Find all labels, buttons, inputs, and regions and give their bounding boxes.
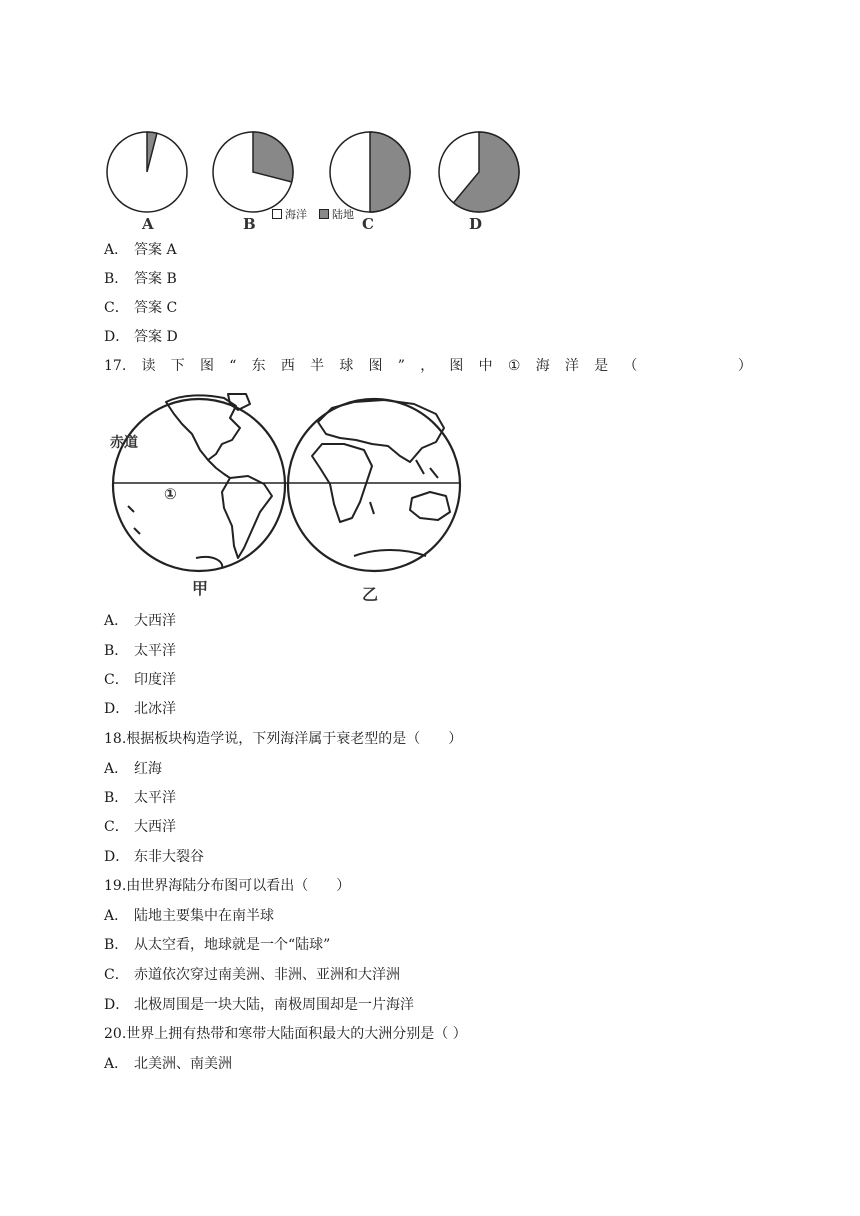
option-text: 大西洋 — [134, 613, 176, 629]
q17-token: 球 — [339, 358, 354, 374]
hemisphere-drawing — [104, 388, 464, 604]
option-letter: D． — [104, 849, 130, 865]
pie-c-land-slice — [370, 132, 410, 212]
q17-token: 洋 — [564, 358, 579, 374]
q19-option-c[interactable] — [104, 966, 400, 984]
q18-option-b[interactable] — [104, 789, 176, 807]
q18-stem: 18.根据板块构造学说，下列海洋属于衰老型的是（ ） — [104, 731, 463, 747]
southeast-asia — [416, 460, 438, 478]
q17-token: ） — [737, 358, 752, 374]
q17-option-b[interactable] — [104, 642, 176, 660]
q17-token: 东 — [251, 358, 266, 374]
option-text: 北极周围是一块大陆，南极周围却是一片海洋 — [134, 997, 414, 1013]
legend-ocean: 海洋 — [285, 208, 307, 221]
option-text: 印度洋 — [134, 672, 176, 688]
option-letter: D． — [104, 329, 130, 345]
pie-label-a: A — [142, 215, 154, 233]
hemisphere-map — [104, 388, 464, 604]
option-letter: A． — [104, 242, 129, 258]
q16-option-c[interactable] — [104, 299, 177, 317]
central-america — [208, 460, 230, 478]
pie-charts — [100, 125, 540, 215]
ocean-mark: ① — [164, 485, 177, 503]
option-text: 北冰洋 — [134, 701, 176, 717]
option-letter: D． — [104, 701, 130, 717]
option-text: 太平洋 — [134, 790, 176, 806]
q19-stem: 19.由世界海陆分布图可以看出（ ） — [104, 878, 351, 894]
pie-legend — [272, 206, 354, 222]
option-letter: A． — [104, 908, 129, 924]
option-letter: A． — [104, 1056, 129, 1072]
land-swatch — [319, 209, 329, 219]
option-text: 答案 B — [134, 271, 177, 287]
q17-token: 图 — [368, 358, 383, 374]
option-text: 陆地主要集中在南半球 — [134, 908, 274, 924]
option-letter: C． — [104, 672, 129, 688]
option-text: 红海 — [134, 761, 162, 777]
pie-label-b: B — [243, 215, 256, 233]
q17-token: （ — [623, 358, 638, 374]
eurasia — [318, 400, 444, 462]
pie-label-d: D — [469, 215, 483, 233]
ocean-swatch — [272, 209, 282, 219]
q20-stem: 20.世界上拥有热带和寒带大陆面积最大的大洲分别是（ ） — [104, 1026, 467, 1042]
option-text: 答案 A — [134, 242, 177, 258]
q16-option-a[interactable] — [104, 241, 177, 259]
q17-option-a[interactable] — [104, 612, 176, 630]
q17-option-c[interactable] — [104, 671, 176, 689]
q17-token: 17. — [104, 358, 127, 374]
south-america — [222, 476, 272, 558]
option-letter: C． — [104, 300, 129, 316]
q17-stem — [104, 357, 752, 375]
q19-option-d[interactable] — [104, 996, 414, 1014]
eastern-hemisphere-circle — [288, 399, 460, 571]
option-letter: B． — [104, 937, 129, 953]
q17-token: 中 — [478, 358, 493, 374]
q17-token: ” — [397, 358, 405, 374]
pacific-islands — [128, 506, 140, 534]
q20-option-a[interactable] — [104, 1055, 232, 1073]
option-text: 从太空看，地球就是一个“陆球” — [134, 937, 331, 953]
q18-option-c[interactable] — [104, 818, 176, 836]
option-letter: A． — [104, 761, 129, 777]
q17-token: 下 — [170, 358, 185, 374]
q19-option-a[interactable] — [104, 907, 274, 925]
q17-token: 西 — [280, 358, 295, 374]
q16-option-b[interactable] — [104, 270, 177, 288]
q17-option-d[interactable] — [104, 700, 176, 718]
q17-token: ， — [420, 358, 435, 374]
option-letter: A． — [104, 613, 129, 629]
option-text: 大西洋 — [134, 819, 176, 835]
option-text: 赤道依次穿过南美洲、非洲、亚洲和大洋洲 — [134, 967, 400, 983]
q17-token: 图 — [449, 358, 464, 374]
option-text: 答案 D — [134, 329, 178, 345]
option-letter: B． — [104, 271, 129, 287]
q17-token: 海 — [535, 358, 550, 374]
equator-label: 赤道 — [110, 435, 138, 451]
q17-token: ① — [507, 358, 521, 374]
antarctica-east — [354, 550, 426, 556]
q17-token: “ — [229, 358, 237, 374]
option-text: 东非大裂谷 — [134, 849, 204, 865]
west-hemisphere-label: 甲 — [192, 579, 209, 598]
q17-token: 半 — [310, 358, 325, 374]
option-letter: C． — [104, 967, 129, 983]
q16-option-d[interactable] — [104, 328, 178, 346]
antarctica-west — [196, 557, 222, 568]
pie-label-c: C — [362, 215, 374, 233]
q17-token: 图 — [199, 358, 214, 374]
australia — [410, 492, 450, 520]
q19-option-b[interactable] — [104, 936, 330, 954]
western-hemisphere-circle — [113, 399, 285, 571]
option-letter: D． — [104, 997, 130, 1013]
option-text: 太平洋 — [134, 643, 176, 659]
option-text: 答案 C — [134, 300, 178, 316]
q18-option-d[interactable] — [104, 848, 204, 866]
q17-token: 读 — [141, 358, 156, 374]
legend-land: 陆地 — [332, 208, 354, 221]
option-letter: C． — [104, 819, 129, 835]
option-letter: B． — [104, 790, 129, 806]
east-hemisphere-label: 乙 — [362, 585, 379, 604]
madagascar — [370, 502, 374, 514]
q17-token: 是 — [594, 358, 609, 374]
q18-option-a[interactable] — [104, 760, 162, 778]
option-text: 北美洲、南美洲 — [134, 1056, 232, 1072]
option-letter: B． — [104, 643, 129, 659]
